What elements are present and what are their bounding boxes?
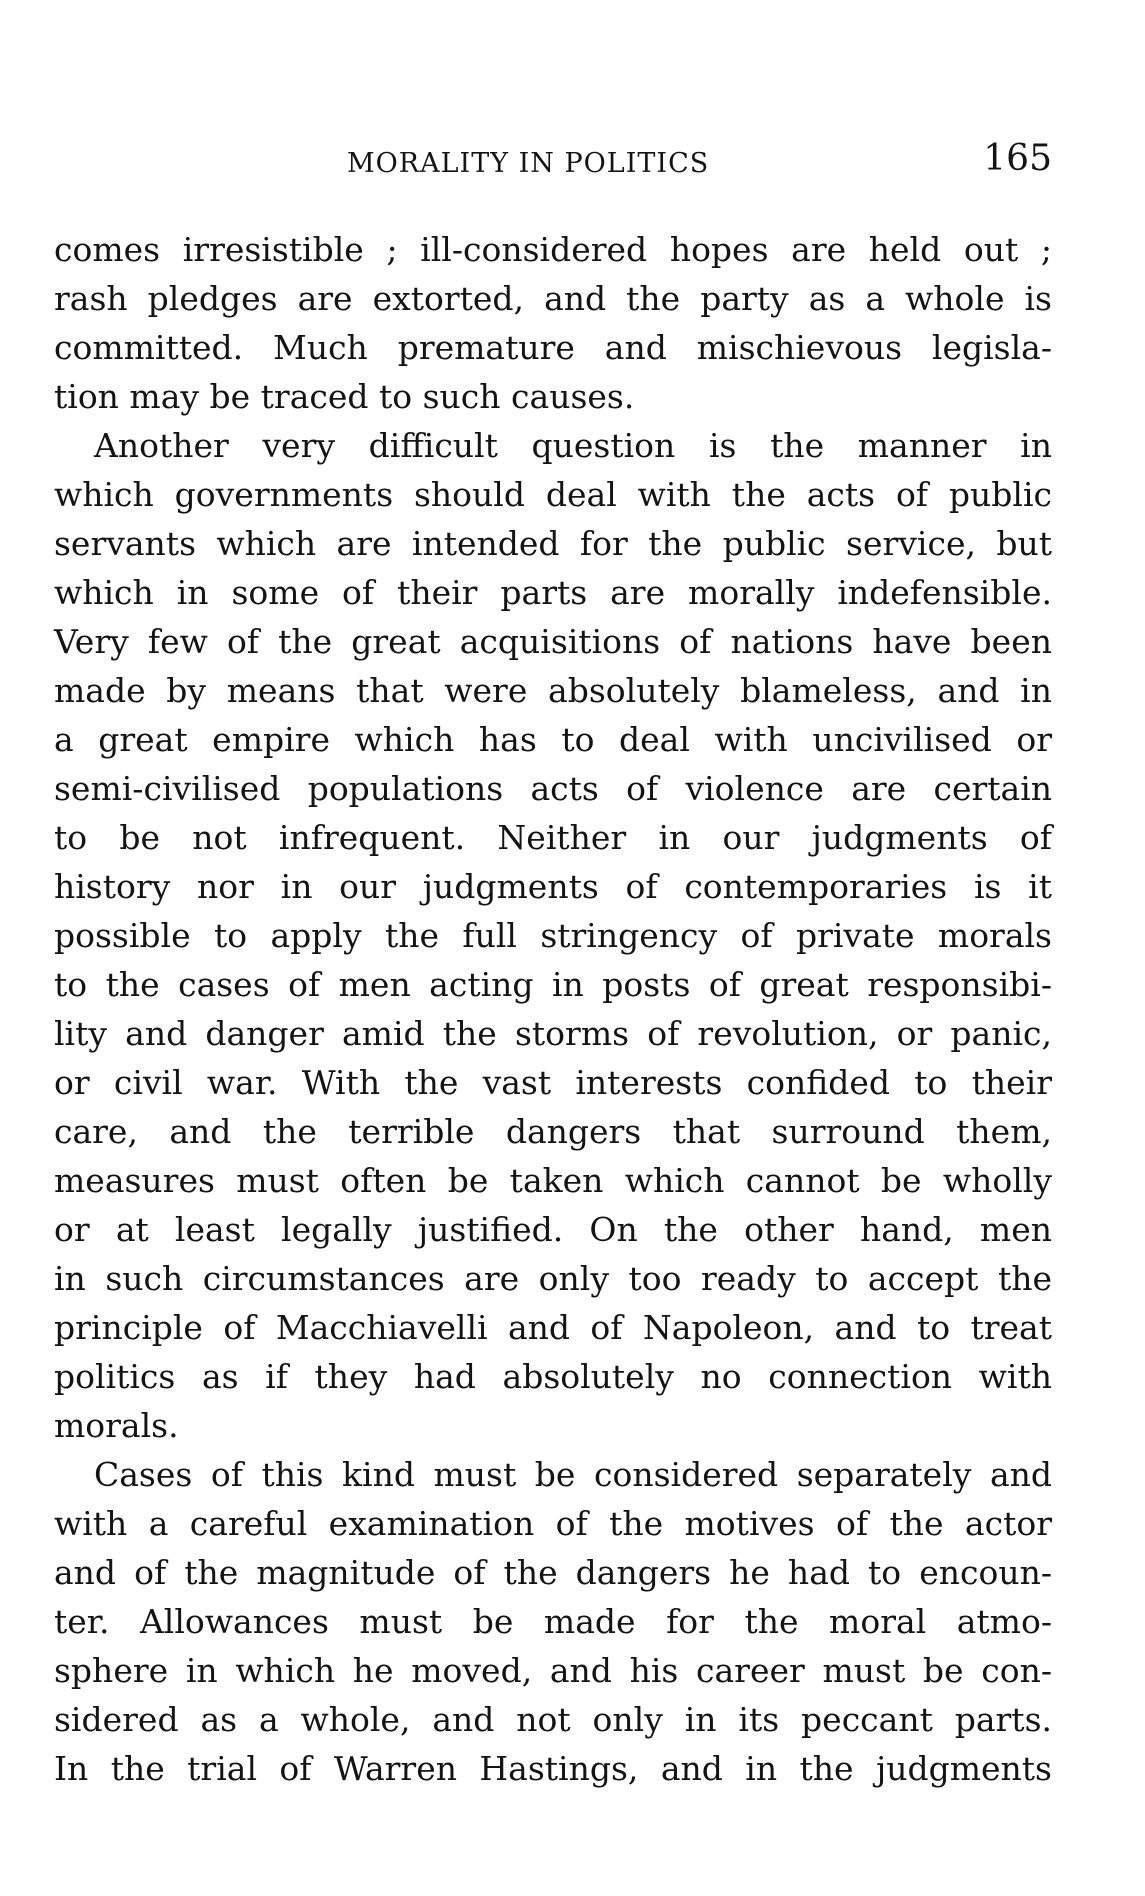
text-line: comes irresistible ; ill-considered hopes are held out ;	[54, 230, 1052, 269]
text-line: to be not infrequent. Neither in our judgments of	[54, 818, 1052, 857]
text-line: made by means that were absolutely blameless, and in	[54, 671, 1052, 710]
text-line: In the trial of Warren Hastings, and in the judgments	[54, 1749, 1052, 1788]
text-line: which in some of their parts are morally indefensible.	[54, 573, 1052, 612]
text-line: which governments should deal with the acts of public	[54, 475, 1052, 514]
page-number: 165	[983, 138, 1052, 179]
text-line: with a careful examination of the motives of the actor	[54, 1504, 1052, 1543]
text-line: principle of Macchiavelli and of Napoleon, and to treat	[54, 1308, 1052, 1347]
text-line: in such circumstances are only too ready to accept the	[54, 1259, 1052, 1298]
text-line: rash pledges are extorted, and the party as a whole is	[54, 279, 1052, 318]
text-line: tion may be traced to such causes.	[54, 377, 635, 416]
text-line: and of the magnitude of the dangers he had to encoun-	[54, 1553, 1052, 1592]
text-line: morals.	[54, 1406, 179, 1445]
text-line: servants which are intended for the public service, but	[54, 524, 1052, 563]
running-title: MORALITY IN POLITICS	[347, 148, 710, 179]
text-line: sidered as a whole, and not only in its peccant parts.	[54, 1700, 1052, 1739]
text-line: Very few of the great acquisitions of nations have been	[54, 622, 1052, 661]
text-line: care, and the terrible dangers that surround them,	[54, 1112, 1052, 1151]
text-line: Cases of this kind must be considered separately and	[94, 1455, 1052, 1494]
text-line: or at least legally justified. On the other hand, men	[54, 1210, 1052, 1249]
text-line: or civil war. With the vast interests confided to their	[54, 1063, 1052, 1102]
running-head	[54, 138, 1052, 188]
body-text	[54, 225, 1052, 1793]
text-line: sphere in which he moved, and his career must be con-	[54, 1651, 1052, 1690]
text-line: measures must often be taken which cannot be wholly	[54, 1161, 1052, 1200]
text-line: committed. Much premature and mischievous legisla-	[54, 328, 1052, 367]
text-line: possible to apply the full stringency of private morals	[54, 916, 1052, 955]
text-line: lity and danger amid the storms of revolution, or panic,	[54, 1014, 1052, 1053]
text-line: ter. Allowances must be made for the moral atmo-	[54, 1602, 1052, 1641]
text-line: history nor in our judgments of contemporaries is it	[54, 867, 1052, 906]
text-line: politics as if they had absolutely no connection with	[54, 1357, 1052, 1396]
text-line: semi-civilised populations acts of violence are certain	[54, 769, 1052, 808]
text-line: to the cases of men acting in posts of great responsibi-	[54, 965, 1052, 1004]
text-line: Another very difficult question is the manner in	[94, 426, 1052, 465]
text-line: a great empire which has to deal with uncivilised or	[54, 720, 1052, 759]
